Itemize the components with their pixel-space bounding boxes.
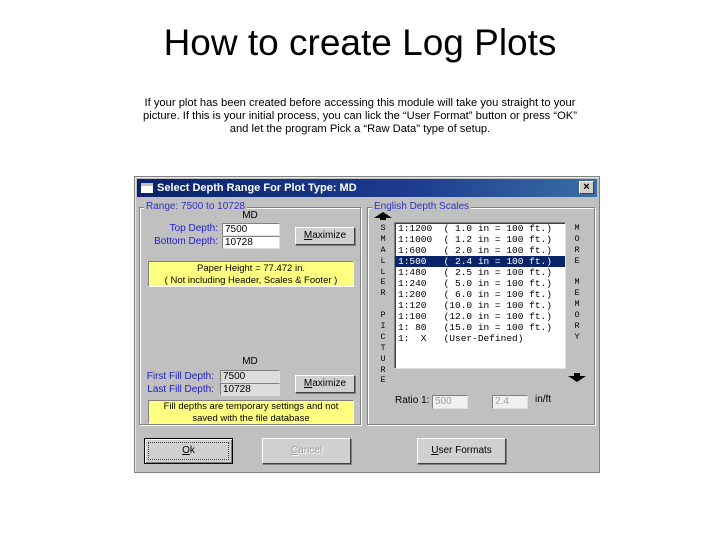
ok-button[interactable] [144, 438, 233, 464]
first-fill-depth-input[interactable]: 7500 [220, 370, 280, 383]
slide-title: How to create Log Plots [163, 22, 557, 63]
english-depth-scales-group [367, 201, 595, 425]
letter [572, 267, 582, 278]
letter: M [380, 233, 386, 244]
description-line: picture. If this is your initial process, you can lick the “User Format” button or press “OK” [143, 110, 577, 122]
paper-height-note [148, 261, 354, 287]
top-depth-input[interactable]: 7500 [222, 223, 280, 236]
ratio-label: Ratio 1: [395, 395, 430, 406]
user-formats-button[interactable] [417, 438, 506, 464]
letter: M [574, 299, 580, 310]
cancel-label: ancel [298, 445, 323, 456]
dialog-title: Select Depth Range For Plot Type: MD [157, 182, 357, 194]
md-header: MD [242, 210, 258, 221]
range-group-label: Range: 7500 to 10728 [146, 201, 245, 212]
depth-scale-list[interactable] [394, 222, 566, 369]
top-depth-label: Top Depth: [169, 223, 218, 234]
letter: R [574, 321, 580, 332]
letter: P [380, 310, 386, 321]
fill-note-text: Fill depths are temporary settings and not [163, 401, 339, 412]
smaller-picture-label [378, 223, 388, 386]
letter: E [380, 277, 386, 288]
scale-item[interactable]: 1:480 ( 2.5 in = 100 ft.) [398, 267, 552, 278]
scale-item[interactable]: 1: X (User-Defined) [398, 333, 524, 344]
maximize-hotkey: M [303, 230, 313, 241]
scale-item[interactable]: 1:240 ( 5.0 in = 100 ft.) [398, 278, 552, 289]
letter: E [574, 288, 580, 299]
scale-item-selected[interactable]: 1:500 ( 2.4 in = 100 ft.) [395, 256, 565, 267]
letter: Y [574, 331, 580, 342]
more-memory-arrow-icon[interactable] [568, 376, 586, 382]
in-per-ft-input[interactable]: 2.4 [492, 395, 528, 409]
letter: E [380, 375, 386, 386]
ok-hotkey: O [182, 445, 190, 456]
letter: L [380, 266, 386, 277]
ratio-input[interactable]: 500 [432, 395, 468, 409]
letter: R [380, 288, 386, 299]
letter: R [574, 244, 580, 255]
paper-height-subtext: ( Not including Header, Scales & Footer ) [164, 275, 338, 286]
scale-item[interactable]: 1:600 ( 2.0 in = 100 ft.) [398, 245, 552, 256]
scales-group-label: English Depth Scales [374, 201, 470, 212]
scale-item[interactable]: 1:1000 ( 1.2 in = 100 ft.) [398, 234, 552, 245]
ok-label: k [189, 445, 195, 456]
fill-note-subtext: saved with the file database [192, 413, 310, 424]
bottom-depth-input[interactable]: 10728 [222, 236, 280, 249]
select-depth-range-dialog [134, 176, 600, 473]
more-memory-label [572, 223, 582, 343]
description-line: If your plot has been created before accessing this module will take you straight to your [144, 97, 576, 109]
bottom-depth-label: Bottom Depth: [154, 236, 218, 247]
scale-item[interactable]: 1:100 (12.0 in = 100 ft.) [398, 311, 552, 322]
range-group [139, 201, 361, 425]
user-formats-label: ser Formats [438, 445, 492, 456]
scale-item[interactable]: 1:1200 ( 1.0 in = 100 ft.) [398, 223, 552, 234]
letter: S [380, 223, 386, 233]
letter: M [574, 277, 580, 288]
letter: O [574, 310, 580, 321]
scale-item[interactable]: 1:120 (10.0 in = 100 ft.) [398, 300, 552, 311]
letter: M [574, 223, 580, 233]
close-button[interactable]: × [579, 181, 594, 194]
fill-maximize-button[interactable] [295, 375, 355, 393]
smaller-picture-arrow-icon[interactable] [374, 212, 392, 218]
in-per-ft-label: in/ft [535, 394, 552, 405]
description-line: and let the program Pick a “Raw Data” type of setup. [229, 123, 491, 135]
letter: O [574, 233, 580, 244]
first-fill-depth-label: First Fill Depth: [146, 371, 214, 382]
focus-rect [148, 442, 229, 460]
letter: C [380, 331, 386, 342]
cancel-button[interactable] [262, 438, 351, 464]
paper-height-text: Paper Height = 77.472 in. [196, 263, 305, 274]
letter: I [380, 321, 386, 332]
dialog-titlebar[interactable] [137, 179, 597, 197]
fill-maximize-label: aximize [312, 378, 347, 389]
scale-item[interactable]: 1: 80 (15.0 in = 100 ft.) [398, 322, 552, 333]
fill-md-header: MD [242, 356, 258, 367]
fill-depth-note [148, 400, 354, 424]
letter: R [380, 364, 386, 375]
maximize-label: aximize [312, 230, 347, 241]
maximize-button[interactable] [295, 227, 355, 245]
scale-item[interactable]: 1:200 ( 6.0 in = 100 ft.) [398, 289, 552, 300]
letter: E [574, 255, 580, 266]
letter [378, 299, 388, 310]
app-window-icon [141, 183, 153, 193]
last-fill-depth-label: Last Fill Depth: [147, 384, 214, 395]
user-formats-hotkey: U [431, 445, 439, 456]
fill-maximize-hotkey: M [303, 378, 313, 389]
slide-description [105, 97, 615, 136]
letter: T [380, 342, 386, 353]
cancel-hotkey: C [290, 445, 299, 456]
last-fill-depth-input[interactable]: 10728 [220, 383, 280, 396]
letter: A [380, 244, 386, 255]
letter: U [380, 353, 386, 364]
letter: L [380, 255, 386, 266]
